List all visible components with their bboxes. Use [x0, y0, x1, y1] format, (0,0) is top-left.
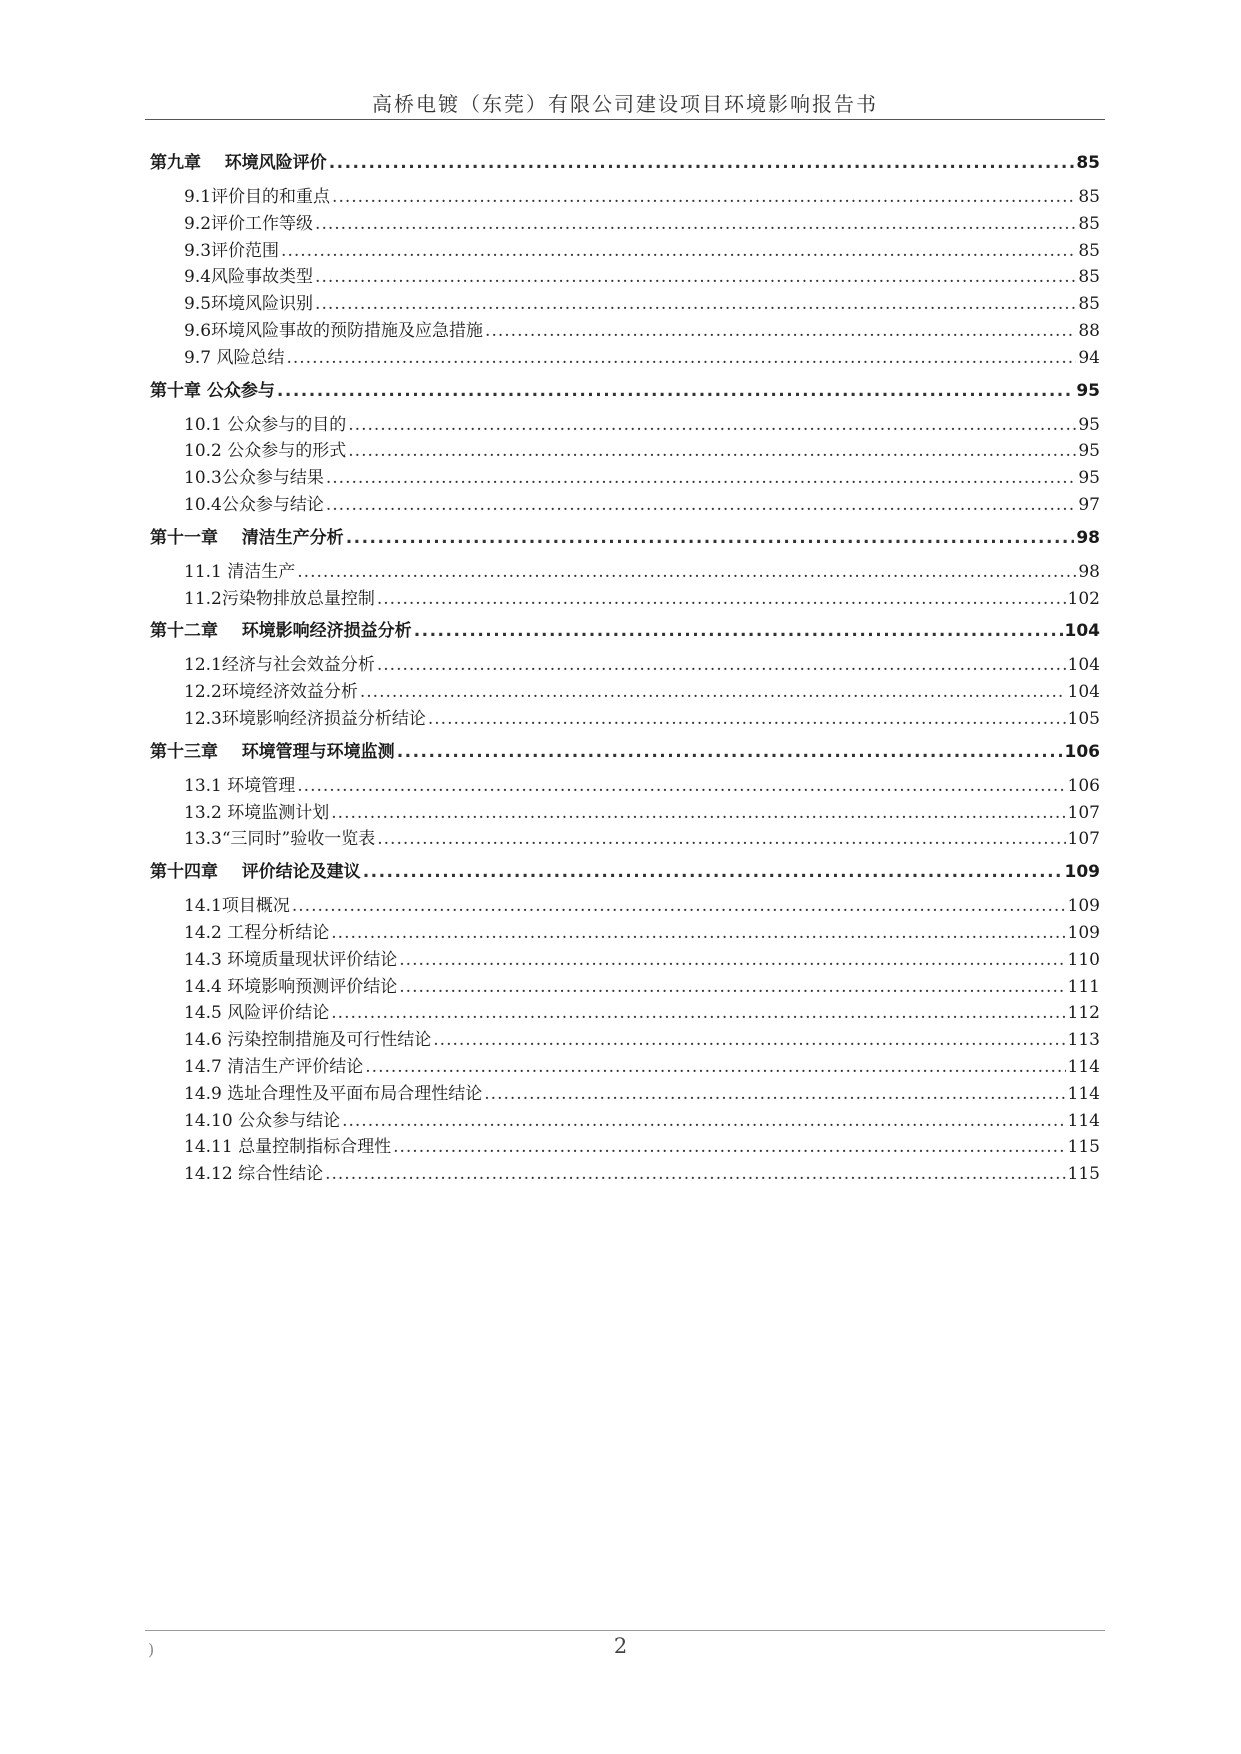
section-title: 经济与社会效益分析	[221, 655, 375, 676]
toc-section-entry[interactable]	[150, 1134, 1100, 1161]
leader-dots	[297, 773, 1065, 800]
toc-chapter-entry[interactable]	[150, 148, 1100, 178]
toc-section-entry[interactable]	[150, 1161, 1100, 1188]
section-number: 9.1	[184, 187, 212, 207]
chapter-number: 第十三章	[150, 741, 218, 762]
section-title: “三同时”验收一览表	[221, 829, 376, 850]
toc-section-entry[interactable]	[150, 974, 1100, 1001]
section-page: 113	[1067, 1030, 1100, 1051]
section-page: 85	[1078, 240, 1100, 261]
section-number: 14.12	[184, 1164, 233, 1185]
section-title: 总量控制指标合理性	[232, 1137, 392, 1158]
section-number: 14.2	[184, 922, 222, 943]
leader-dots	[433, 1027, 1065, 1054]
section-number: 13.2	[184, 802, 222, 823]
section-number: 10.2	[184, 441, 222, 462]
section-title: 评价目的和重点	[211, 187, 331, 207]
leader-dots	[329, 148, 1075, 178]
section-page: 94	[1078, 347, 1100, 368]
section-title: 项目概况	[221, 896, 290, 917]
chapter-number: 第九章	[150, 153, 201, 173]
toc-section-entry[interactable]	[150, 1054, 1100, 1081]
section-number: 10.4	[184, 494, 222, 515]
section-number: 10.3	[184, 468, 222, 489]
header-rule	[145, 119, 1105, 120]
leader-dots	[292, 893, 1066, 920]
section-page: 104	[1067, 682, 1100, 703]
section-title: 风险事故类型	[211, 267, 314, 288]
section-title: 环境风险事故的预防措施及应急措施	[211, 320, 484, 341]
section-page: 107	[1067, 802, 1100, 823]
toc-chapter-entry[interactable]	[150, 376, 1100, 406]
chapter-gap	[201, 148, 225, 178]
section-number: 9.2	[184, 213, 212, 234]
section-title: 环境经济效益分析	[221, 682, 358, 703]
section-page: 98	[1078, 561, 1100, 582]
section-page: 95	[1078, 441, 1100, 462]
section-title: 综合性结论	[232, 1164, 324, 1185]
chapter-gap	[218, 523, 242, 553]
chapter-title: 清洁生产分析	[241, 527, 344, 548]
section-title: 评价工作等级	[211, 213, 314, 234]
chapter-title: 公众参与	[206, 380, 275, 401]
section-page: 106	[1067, 775, 1100, 796]
section-page: 110	[1067, 949, 1100, 970]
section-title: 环境监测计划	[221, 802, 330, 823]
section-title: 环境影响经济损益分析结论	[221, 708, 426, 729]
leader-dots	[377, 652, 1066, 679]
section-page: 109	[1067, 922, 1100, 943]
toc-section-list	[150, 559, 1100, 613]
leader-dots	[315, 291, 1076, 318]
section-page: 97	[1078, 494, 1100, 515]
section-number: 9.7	[184, 347, 212, 368]
toc-section-entry[interactable]	[150, 1027, 1100, 1054]
toc-section-entry[interactable]	[150, 318, 1100, 345]
section-title: 选址合理性及平面布局合理性结论	[221, 1083, 483, 1104]
leader-dots	[399, 974, 1065, 1001]
toc-section-list	[150, 184, 1100, 372]
section-number: 10.1	[184, 414, 222, 435]
toc-section-entry[interactable]	[150, 1081, 1100, 1108]
section-number: 13.1	[184, 775, 222, 796]
chapter-page: 104	[1064, 621, 1100, 642]
section-page: 114	[1067, 1110, 1100, 1131]
section-title: 公众参与的目的	[221, 414, 347, 435]
leader-dots	[360, 679, 1066, 706]
section-title: 风险评价结论	[221, 1003, 330, 1024]
toc-section-list	[150, 773, 1100, 853]
chapter-page: 85	[1076, 153, 1100, 173]
toc-section-entry[interactable]	[150, 679, 1100, 706]
section-number: 14.9	[184, 1083, 222, 1104]
toc-chapter-entry[interactable]	[150, 857, 1100, 887]
section-number: 14.3	[184, 949, 222, 970]
section-page: 114	[1067, 1056, 1100, 1077]
section-page: 85	[1078, 267, 1100, 288]
toc-section-entry[interactable]	[150, 652, 1100, 679]
toc-section-list	[150, 893, 1100, 1188]
section-number: 9.4	[184, 267, 212, 288]
section-number: 9.3	[184, 240, 212, 261]
section-number: 14.11	[184, 1137, 233, 1158]
leader-dots	[331, 800, 1065, 827]
footer-rule	[145, 1630, 1105, 1631]
section-page: 115	[1067, 1164, 1100, 1185]
page-number: 2	[613, 1634, 628, 1658]
section-title: 环境风险识别	[211, 294, 314, 315]
chapter-title: 环境影响经济损益分析	[241, 621, 412, 642]
section-title: 清洁生产	[221, 561, 296, 582]
section-number: 14.5	[184, 1003, 222, 1024]
section-page: 114	[1067, 1083, 1100, 1104]
chapter-gap	[218, 857, 242, 887]
section-title: 公众参与结论	[232, 1110, 341, 1131]
chapter-number: 第十四章	[150, 862, 218, 883]
leader-dots	[297, 559, 1076, 586]
toc-section-entry[interactable]	[150, 184, 1100, 211]
leader-dots	[365, 1054, 1065, 1081]
section-page: 85	[1078, 294, 1100, 315]
running-header: 高桥电镀（东莞）有限公司建设项目环境影响报告书	[372, 92, 878, 116]
toc-chapter-group	[150, 616, 1100, 732]
section-page: 88	[1078, 320, 1100, 341]
section-title: 评价范围	[211, 240, 280, 261]
leader-dots	[326, 492, 1077, 519]
section-page: 115	[1067, 1137, 1100, 1158]
leader-dots	[315, 264, 1076, 291]
toc-section-entry[interactable]	[150, 492, 1100, 519]
chapter-number: 第十二章	[150, 621, 218, 642]
toc-section-entry[interactable]	[150, 412, 1100, 439]
leader-dots	[325, 1161, 1065, 1188]
leader-dots	[485, 318, 1076, 345]
toc-section-list	[150, 412, 1100, 519]
section-number: 13.3	[184, 829, 222, 850]
leader-dots	[315, 211, 1076, 238]
section-page: 95	[1078, 414, 1100, 435]
chapter-title: 评价结论及建议	[241, 862, 361, 883]
leader-dots	[399, 947, 1065, 974]
section-title: 公众参与结果	[221, 468, 324, 489]
leader-dots	[331, 1000, 1065, 1027]
section-title: 公众参与结论	[221, 494, 324, 515]
section-number: 14.1	[184, 896, 222, 917]
section-title: 环境影响预测评价结论	[221, 976, 398, 997]
section-title: 环境质量现状评价结论	[221, 949, 398, 970]
section-number: 12.3	[184, 708, 222, 729]
section-page: 111	[1067, 976, 1100, 997]
section-number: 11.2	[184, 588, 222, 609]
section-number: 14.4	[184, 976, 222, 997]
toc-section-entry[interactable]	[150, 893, 1100, 920]
leader-dots	[428, 706, 1066, 733]
section-page: 105	[1067, 708, 1100, 729]
chapter-page: 95	[1076, 380, 1100, 401]
leader-dots	[346, 523, 1075, 553]
section-title: 公众参与的形式	[221, 441, 347, 462]
leader-dots	[397, 737, 1063, 767]
section-title: 环境管理	[221, 775, 296, 796]
chapter-title: 环境风险评价	[224, 153, 327, 173]
table-of-contents	[150, 148, 1100, 1192]
toc-chapter-group	[150, 857, 1100, 1188]
toc-section-list	[150, 652, 1100, 732]
section-page: 112	[1067, 1003, 1100, 1024]
toc-section-entry[interactable]	[150, 773, 1100, 800]
toc-section-entry[interactable]	[150, 238, 1100, 265]
chapter-title: 环境管理与环境监测	[241, 741, 395, 762]
leader-dots	[326, 465, 1077, 492]
toc-chapter-group	[150, 737, 1100, 853]
section-page: 85	[1078, 187, 1100, 207]
toc-section-entry[interactable]	[150, 1000, 1100, 1027]
toc-section-entry[interactable]	[150, 1108, 1100, 1135]
leader-dots	[281, 238, 1076, 265]
section-number: 14.6	[184, 1030, 222, 1051]
leader-dots	[484, 1081, 1065, 1108]
toc-chapter-entry[interactable]	[150, 523, 1100, 553]
section-title: 污染控制措施及可行性结论	[221, 1030, 432, 1051]
leader-dots	[393, 1134, 1065, 1161]
section-number: 14.10	[184, 1110, 233, 1131]
chapter-gap	[218, 616, 242, 646]
toc-section-entry[interactable]	[150, 291, 1100, 318]
toc-section-entry[interactable]	[150, 211, 1100, 238]
chapter-page: 98	[1076, 527, 1100, 548]
section-page: 85	[1078, 213, 1100, 234]
leader-dots	[331, 920, 1065, 947]
leader-dots	[348, 412, 1076, 439]
toc-section-entry[interactable]	[150, 559, 1100, 586]
leader-dots	[414, 616, 1063, 646]
leader-dots	[277, 376, 1074, 406]
section-number: 11.1	[184, 561, 222, 582]
section-number: 9.6	[184, 320, 212, 341]
toc-chapter-group	[150, 523, 1100, 613]
toc-section-entry[interactable]	[150, 947, 1100, 974]
leader-dots	[377, 826, 1065, 853]
section-page: 102	[1067, 588, 1100, 609]
toc-chapter-entry[interactable]	[150, 616, 1100, 646]
toc-chapter-group	[150, 148, 1100, 372]
section-title: 工程分析结论	[221, 922, 330, 943]
section-page: 104	[1067, 655, 1100, 676]
chapter-gap	[218, 737, 242, 767]
section-title: 清洁生产评价结论	[221, 1056, 364, 1077]
toc-section-entry[interactable]	[150, 438, 1100, 465]
leader-dots	[342, 1108, 1065, 1135]
toc-chapter-entry[interactable]	[150, 737, 1100, 767]
leader-dots	[286, 345, 1076, 372]
section-number: 14.7	[184, 1056, 222, 1077]
chapter-page: 109	[1064, 862, 1100, 883]
section-page: 95	[1078, 468, 1100, 489]
toc-section-entry[interactable]	[150, 920, 1100, 947]
toc-section-entry[interactable]	[150, 586, 1100, 613]
chapter-page: 106	[1064, 741, 1100, 762]
toc-section-entry[interactable]	[150, 800, 1100, 827]
section-number: 12.1	[184, 655, 222, 676]
leader-dots	[332, 184, 1076, 211]
leader-dots	[348, 438, 1076, 465]
section-title: 风险总结	[211, 347, 285, 368]
toc-section-entry[interactable]	[150, 345, 1100, 372]
section-number: 12.2	[184, 682, 222, 703]
section-page: 107	[1067, 829, 1100, 850]
footer-mark: )	[148, 1640, 155, 1659]
toc-section-entry[interactable]	[150, 264, 1100, 291]
toc-chapter-group	[150, 376, 1100, 519]
leader-dots	[363, 857, 1063, 887]
section-title: 污染物排放总量控制	[221, 588, 375, 609]
toc-section-entry[interactable]	[150, 706, 1100, 733]
section-number: 9.5	[184, 294, 212, 315]
chapter-number: 第十章	[150, 380, 201, 401]
toc-section-entry[interactable]	[150, 465, 1100, 492]
section-page: 109	[1067, 896, 1100, 917]
toc-section-entry[interactable]	[150, 826, 1100, 853]
leader-dots	[377, 586, 1066, 613]
chapter-number: 第十一章	[150, 527, 218, 548]
